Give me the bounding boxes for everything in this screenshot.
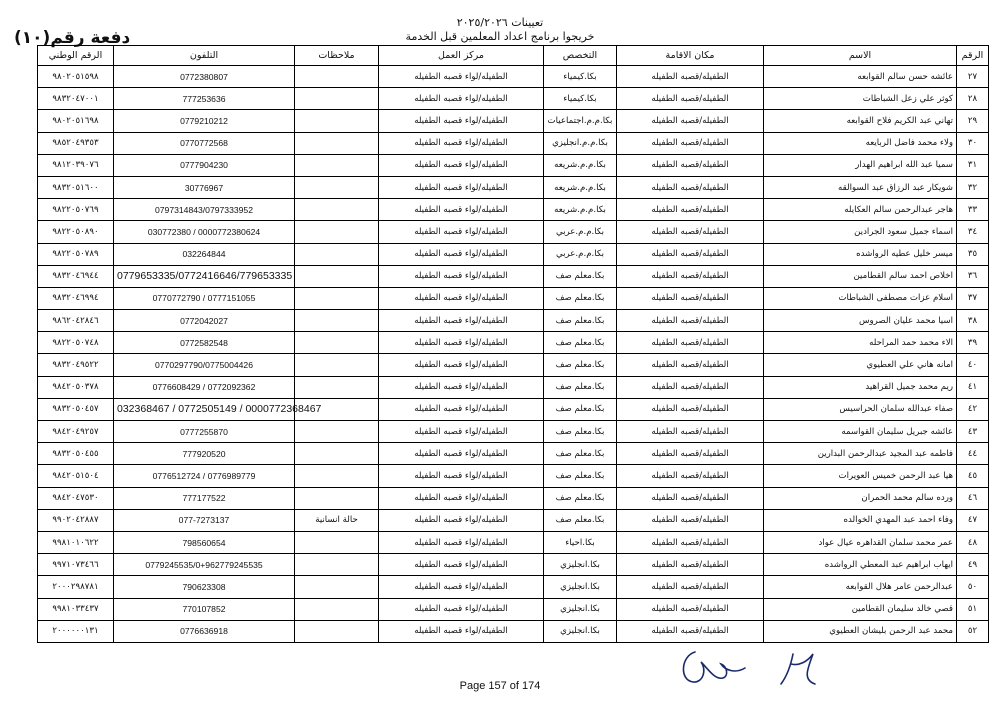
row-number: ٣١ — [957, 154, 989, 176]
row-number: ٥١ — [957, 598, 989, 620]
name-cell: اسماء جميل سعود الجرادين — [764, 221, 957, 243]
notes-cell — [295, 66, 379, 88]
name-cell: شويكار عبد الرزاق عبد السوالقه — [764, 176, 957, 198]
notes-cell — [295, 265, 379, 287]
specialty-cell: بكا.معلم صف — [544, 443, 617, 465]
specialty-cell: بكا.معلم صف — [544, 376, 617, 398]
notes-cell — [295, 421, 379, 443]
phone-cell: 0770772790 / 0777151055 — [114, 287, 295, 309]
table-row — [38, 199, 989, 221]
national-id-cell: ٩٨٣٢٠٥٠٤٥٧ — [38, 398, 114, 420]
workplace-cell: الطفيله/لواء قصبه الطفيله — [379, 88, 544, 110]
phone-cell: 0772582548 — [114, 332, 295, 354]
col-header-national-id: الرقم الوطني — [38, 46, 114, 66]
phone-cell: 0777255870 — [114, 421, 295, 443]
workplace-cell: الطفيله/لواء قصبه الطفيله — [379, 265, 544, 287]
name-cell: اخلاص احمد سالم القطامين — [764, 265, 957, 287]
residence-cell: الطفيله/قصبه الطفيله — [617, 132, 764, 154]
specialty-cell: بكا.معلم صف — [544, 354, 617, 376]
table-row — [38, 487, 989, 509]
notes-cell — [295, 598, 379, 620]
table-row — [38, 154, 989, 176]
notes-cell — [295, 176, 379, 198]
table-row — [38, 66, 989, 88]
notes-cell — [295, 443, 379, 465]
national-id-cell: ٩٨٢٢٠٥٠٨٩٠ — [38, 221, 114, 243]
name-cell: هيا عبد الرحمن خميس العويرات — [764, 465, 957, 487]
specialty-cell: بكا.معلم صف — [544, 487, 617, 509]
residence-cell: الطفيله/قصبه الطفيله — [617, 531, 764, 553]
phone-cell: 0772042027 — [114, 310, 295, 332]
row-number: ٤٧ — [957, 509, 989, 531]
residence-cell: الطفيله/قصبه الطفيله — [617, 221, 764, 243]
residence-cell: الطفيله/قصبه الطفيله — [617, 88, 764, 110]
workplace-cell: الطفيله/لواء قصبه الطفيله — [379, 598, 544, 620]
row-number: ٢٨ — [957, 88, 989, 110]
row-number: ٣٠ — [957, 132, 989, 154]
specialty-cell: بكا.معلم صف — [544, 332, 617, 354]
notes-cell — [295, 576, 379, 598]
row-number: ٤٦ — [957, 487, 989, 509]
row-number: ٣٣ — [957, 199, 989, 221]
workplace-cell: الطفيله/لواء قصبه الطفيله — [379, 576, 544, 598]
workplace-cell: الطفيله/لواء قصبه الطفيله — [379, 620, 544, 642]
national-id-cell: ٢٠٠٠٢٩٨٧٨١ — [38, 576, 114, 598]
table-row — [38, 332, 989, 354]
specialty-cell: بكا.معلم صف — [544, 287, 617, 309]
phone-cell: 0777904230 — [114, 154, 295, 176]
row-number: ٥٢ — [957, 620, 989, 642]
residence-cell: الطفيله/قصبه الطفيله — [617, 154, 764, 176]
national-id-cell: ٩٨٣٢٠٥٠٤٥٥ — [38, 443, 114, 465]
notes-cell — [295, 199, 379, 221]
national-id-cell: ٢٠٠٠٠٠٠١٣١ — [38, 620, 114, 642]
name-cell: عبدالرحمن عامر هلال القوابعه — [764, 576, 957, 598]
name-cell: وفاء احمد عبد المهدي الخوالده — [764, 509, 957, 531]
residence-cell: الطفيله/قصبه الطفيله — [617, 66, 764, 88]
specialty-cell: بكا.م.م.شريعه — [544, 176, 617, 198]
national-id-cell: ٩٨٠٢٠٥١٦٩٨ — [38, 110, 114, 132]
table-row — [38, 443, 989, 465]
name-cell: ميسر خليل عطيه الرواشده — [764, 243, 957, 265]
table-row — [38, 398, 989, 420]
residence-cell: الطفيله/قصبه الطفيله — [617, 443, 764, 465]
name-cell: قصي خالد سليمان القطامين — [764, 598, 957, 620]
name-cell: ولاء محمد فاضل الربايعه — [764, 132, 957, 154]
notes-cell — [295, 531, 379, 553]
specialty-cell: بكا.احياء — [544, 531, 617, 553]
table-row — [38, 421, 989, 443]
national-id-cell: ٩٨٣٢٠٥١٦٠٠ — [38, 176, 114, 198]
phone-cell: 0770772568 — [114, 132, 295, 154]
name-cell: عمر محمد سلمان القداهره عيال عواد — [764, 531, 957, 553]
row-number: ٤٥ — [957, 465, 989, 487]
residence-cell: الطفيله/قصبه الطفيله — [617, 199, 764, 221]
phone-cell: 30776967 — [114, 176, 295, 198]
notes-cell — [295, 221, 379, 243]
notes-cell — [295, 354, 379, 376]
phone-cell: 032264844 — [114, 243, 295, 265]
header-title: تعيينات ٢٠٢٥/٢٠٢٦ — [456, 16, 544, 29]
workplace-cell: الطفيله/لواء قصبه الطفيله — [379, 354, 544, 376]
table-row — [38, 620, 989, 642]
col-header-num: الرقم — [957, 46, 989, 66]
row-number: ٤٨ — [957, 531, 989, 553]
col-header-residence: مكان الاقامة — [617, 46, 764, 66]
table-row — [38, 88, 989, 110]
workplace-cell: الطفيله/لواء قصبه الطفيله — [379, 132, 544, 154]
table-body — [38, 66, 989, 643]
national-id-cell: ٩٨٥٢٠٤٩٣٥٣ — [38, 132, 114, 154]
table-row — [38, 598, 989, 620]
roster-table — [37, 45, 989, 643]
table-row — [38, 310, 989, 332]
national-id-cell: ٩٨٠٢٠٥١٥٩٨ — [38, 66, 114, 88]
row-number: ٤٩ — [957, 554, 989, 576]
workplace-cell: الطفيله/لواء قصبه الطفيله — [379, 398, 544, 420]
phone-cell: 0776636918 — [114, 620, 295, 642]
workplace-cell: الطفيله/لواء قصبه الطفيله — [379, 310, 544, 332]
name-cell: عائشه جبريل سليمان القواسمه — [764, 421, 957, 443]
row-number: ٤١ — [957, 376, 989, 398]
row-number: ٣٥ — [957, 243, 989, 265]
row-number: ٤٢ — [957, 398, 989, 420]
table-row — [38, 509, 989, 531]
national-id-cell: ٩٩٨١٠٣٣٤٣٧ — [38, 598, 114, 620]
name-cell: فاطمه عبد المجيد عبدالرحمن البدارين — [764, 443, 957, 465]
residence-cell: الطفيله/قصبه الطفيله — [617, 620, 764, 642]
row-number: ٣٦ — [957, 265, 989, 287]
workplace-cell: الطفيله/لواء قصبه الطفيله — [379, 110, 544, 132]
notes-cell — [295, 110, 379, 132]
national-id-cell: ٩٨٣٢٠٤٩٥٢٢ — [38, 354, 114, 376]
workplace-cell: الطفيله/لواء قصبه الطفيله — [379, 287, 544, 309]
row-number: ٣٢ — [957, 176, 989, 198]
row-number: ٢٧ — [957, 66, 989, 88]
notes-cell — [295, 376, 379, 398]
name-cell: الاء محمد حمد المراحله — [764, 332, 957, 354]
specialty-cell: بكا.م.م.اجتماعيات — [544, 110, 617, 132]
residence-cell: الطفيله/قصبه الطفيله — [617, 243, 764, 265]
specialty-cell: بكا.م.م.شريعه — [544, 154, 617, 176]
workplace-cell: الطفيله/لواء قصبه الطفيله — [379, 154, 544, 176]
phone-cell: 777177522 — [114, 487, 295, 509]
name-cell: عائشه حسن سالم القوابعه — [764, 66, 957, 88]
notes-cell — [295, 243, 379, 265]
name-cell: تهاني عبد الكريم فلاح القوابعه — [764, 110, 957, 132]
workplace-cell: الطفيله/لواء قصبه الطفيله — [379, 487, 544, 509]
table-row — [38, 354, 989, 376]
name-cell: ورده سالم محمد الحمران — [764, 487, 957, 509]
specialty-cell: بكا.م.م.شريعه — [544, 199, 617, 221]
national-id-cell: ٩٨٣٢٠٤٦٩٩٤ — [38, 287, 114, 309]
notes-cell — [295, 310, 379, 332]
workplace-cell: الطفيله/لواء قصبه الطفيله — [379, 66, 544, 88]
name-cell: هاجر عبدالرحمن سالم العكايله — [764, 199, 957, 221]
specialty-cell: بكا.معلم صف — [544, 265, 617, 287]
national-id-cell: ٩٨٤٢٠٥١٥٠٤ — [38, 465, 114, 487]
workplace-cell: الطفيله/لواء قصبه الطفيله — [379, 465, 544, 487]
residence-cell: الطفيله/قصبه الطفيله — [617, 354, 764, 376]
phone-cell: 032368467 / 0772505149 / 0000772368467 — [114, 398, 295, 420]
specialty-cell: بكا.معلم صف — [544, 421, 617, 443]
residence-cell: الطفيله/قصبه الطفيله — [617, 598, 764, 620]
table-row — [38, 110, 989, 132]
notes-cell — [295, 132, 379, 154]
national-id-cell: ٩٨٢٢٠٥٠٧٨٩ — [38, 243, 114, 265]
phone-cell: 790623308 — [114, 576, 295, 598]
row-number: ٣٩ — [957, 332, 989, 354]
national-id-cell: ٩٨٣٢٠٤٦٩٤٤ — [38, 265, 114, 287]
table-row — [38, 176, 989, 198]
row-number: ٤٣ — [957, 421, 989, 443]
residence-cell: الطفيله/قصبه الطفيله — [617, 110, 764, 132]
workplace-cell: الطفيله/لواء قصبه الطفيله — [379, 421, 544, 443]
table-row — [38, 531, 989, 553]
table-row — [38, 465, 989, 487]
batch-number: دفعة رقم(١٠) — [14, 28, 131, 48]
workplace-cell: الطفيله/لواء قصبه الطفيله — [379, 199, 544, 221]
residence-cell: الطفيله/قصبه الطفيله — [617, 265, 764, 287]
residence-cell: الطفيله/قصبه الطفيله — [617, 310, 764, 332]
national-id-cell: ٩٨٢٢٠٥٠٧٦٩ — [38, 199, 114, 221]
notes-cell — [295, 620, 379, 642]
phone-cell: 0772380807 — [114, 66, 295, 88]
phone-cell: 0779245535/0+962779245535 — [114, 554, 295, 576]
residence-cell: الطفيله/قصبه الطفيله — [617, 376, 764, 398]
residence-cell: الطفيله/قصبه الطفيله — [617, 554, 764, 576]
notes-cell: حالة انسانية — [295, 509, 379, 531]
phone-cell: 777253636 — [114, 88, 295, 110]
workplace-cell: الطفيله/لواء قصبه الطفيله — [379, 376, 544, 398]
notes-cell — [295, 287, 379, 309]
specialty-cell: بكا.معلم صف — [544, 465, 617, 487]
specialty-cell: بكا.انجليزي — [544, 554, 617, 576]
phone-cell: 0776608429 / 0772092362 — [114, 376, 295, 398]
residence-cell: الطفيله/قصبه الطفيله — [617, 487, 764, 509]
col-header-name: الاسم — [764, 46, 957, 66]
table-row — [38, 132, 989, 154]
specialty-cell: بكا.معلم صف — [544, 509, 617, 531]
row-number: ٤٤ — [957, 443, 989, 465]
col-header-workplace: مركز العمل — [379, 46, 544, 66]
residence-cell: الطفيله/قصبه الطفيله — [617, 332, 764, 354]
residence-cell: الطفيله/قصبه الطفيله — [617, 421, 764, 443]
notes-cell — [295, 465, 379, 487]
workplace-cell: الطفيله/لواء قصبه الطفيله — [379, 176, 544, 198]
national-id-cell: ٩٨١٢٠٣٩٠٧٦ — [38, 154, 114, 176]
phone-cell: 0779210212 — [114, 110, 295, 132]
specialty-cell: بكا.كيمياء — [544, 88, 617, 110]
specialty-cell: بكا.كيمياء — [544, 66, 617, 88]
national-id-cell: ٩٩٨١٠١٠٦٢٢ — [38, 531, 114, 553]
residence-cell: الطفيله/قصبه الطفيله — [617, 287, 764, 309]
phone-cell: 798560654 — [114, 531, 295, 553]
name-cell: امانه هاني علي العطيوي — [764, 354, 957, 376]
phone-cell: 0770297790/0775004426 — [114, 354, 295, 376]
phone-cell: 0776512724 / 0776989779 — [114, 465, 295, 487]
col-header-notes: ملاحظات — [295, 46, 379, 66]
specialty-cell: بكا.انجليزي — [544, 576, 617, 598]
col-header-phone: التلفون — [114, 46, 295, 66]
phone-cell: 0797314843/0797333952 — [114, 199, 295, 221]
residence-cell: الطفيله/قصبه الطفيله — [617, 465, 764, 487]
specialty-cell: بكا.م.م.انجليزي — [544, 132, 617, 154]
national-id-cell: ٩٨٤٢٠٤٧٥٣٠ — [38, 487, 114, 509]
table-row — [38, 376, 989, 398]
national-id-cell: ٩٨٢٢٠٥٠٧٤٨ — [38, 332, 114, 354]
name-cell: كوثر علي زعل الشباطات — [764, 88, 957, 110]
workplace-cell: الطفيله/لواء قصبه الطفيله — [379, 509, 544, 531]
header-row — [38, 46, 989, 66]
phone-cell: 077-7273137 — [114, 509, 295, 531]
table-row — [38, 243, 989, 265]
table-row — [38, 287, 989, 309]
notes-cell — [295, 154, 379, 176]
notes-cell — [295, 88, 379, 110]
national-id-cell: ٩٨٦٢٠٤٢٨٤٦ — [38, 310, 114, 332]
table-row — [38, 221, 989, 243]
residence-cell: الطفيله/قصبه الطفيله — [617, 398, 764, 420]
phone-cell: 777920520 — [114, 443, 295, 465]
name-cell: سميا عبد الله ابراهيم الهدار — [764, 154, 957, 176]
row-number: ٥٠ — [957, 576, 989, 598]
table-row — [38, 265, 989, 287]
table-row — [38, 554, 989, 576]
row-number: ٤٠ — [957, 354, 989, 376]
workplace-cell: الطفيله/لواء قصبه الطفيله — [379, 332, 544, 354]
specialty-cell: بكا.م.م.عربي — [544, 243, 617, 265]
national-id-cell: ٩٨٣٢٠٤٧٠٠١ — [38, 88, 114, 110]
workplace-cell: الطفيله/لواء قصبه الطفيله — [379, 221, 544, 243]
specialty-cell: بكا.معلم صف — [544, 310, 617, 332]
specialty-cell: بكا.انجليزي — [544, 620, 617, 642]
col-header-specialty: التخصص — [544, 46, 617, 66]
phone-cell: 0779653335/0772416646/779653335 — [114, 265, 295, 287]
residence-cell: الطفيله/قصبه الطفيله — [617, 176, 764, 198]
row-number: ٣٨ — [957, 310, 989, 332]
phone-cell: 030772380 / 0000772380624 — [114, 221, 295, 243]
notes-cell — [295, 554, 379, 576]
phone-cell: 770107852 — [114, 598, 295, 620]
name-cell: اسلام عزات مصطفى الشباطات — [764, 287, 957, 309]
notes-cell — [295, 332, 379, 354]
national-id-cell: ٩٨٤٢٠٥٠٣٧٨ — [38, 376, 114, 398]
row-number: ٣٧ — [957, 287, 989, 309]
name-cell: محمد عبد الرحمن بليشان العطيوي — [764, 620, 957, 642]
specialty-cell: بكا.م.م.عربي — [544, 221, 617, 243]
specialty-cell: بكا.انجليزي — [544, 598, 617, 620]
name-cell: ايهاب ابراهيم عبد المعطي الرواشده — [764, 554, 957, 576]
workplace-cell: الطفيله/لواء قصبه الطفيله — [379, 243, 544, 265]
residence-cell: الطفيله/قصبه الطفيله — [617, 509, 764, 531]
row-number: ٢٩ — [957, 110, 989, 132]
workplace-cell: الطفيله/لواء قصبه الطفيله — [379, 531, 544, 553]
table-row — [38, 576, 989, 598]
workplace-cell: الطفيله/لواء قصبه الطفيله — [379, 443, 544, 465]
name-cell: صفاء عبدالله سلمان الحراسيس — [764, 398, 957, 420]
name-cell: اسيا محمد عليان الصروس — [764, 310, 957, 332]
header-subtitle: خريجوا برنامج اعداد المعلمين قبل الخدمة — [405, 30, 595, 43]
national-id-cell: ٩٩٧١٠٧٣٤٦٦ — [38, 554, 114, 576]
workplace-cell: الطفيله/لواء قصبه الطفيله — [379, 554, 544, 576]
national-id-cell: ٩٨٤٢٠٤٩٢٥٧ — [38, 421, 114, 443]
national-id-cell: ٩٩٠٢٠٤٢٨٨٧ — [38, 509, 114, 531]
specialty-cell: بكا.معلم صف — [544, 398, 617, 420]
notes-cell — [295, 487, 379, 509]
name-cell: ريم محمد جميل القراهيد — [764, 376, 957, 398]
residence-cell: الطفيله/قصبه الطفيله — [617, 576, 764, 598]
page-number: Page 157 of 174 — [459, 680, 541, 692]
row-number: ٣٤ — [957, 221, 989, 243]
